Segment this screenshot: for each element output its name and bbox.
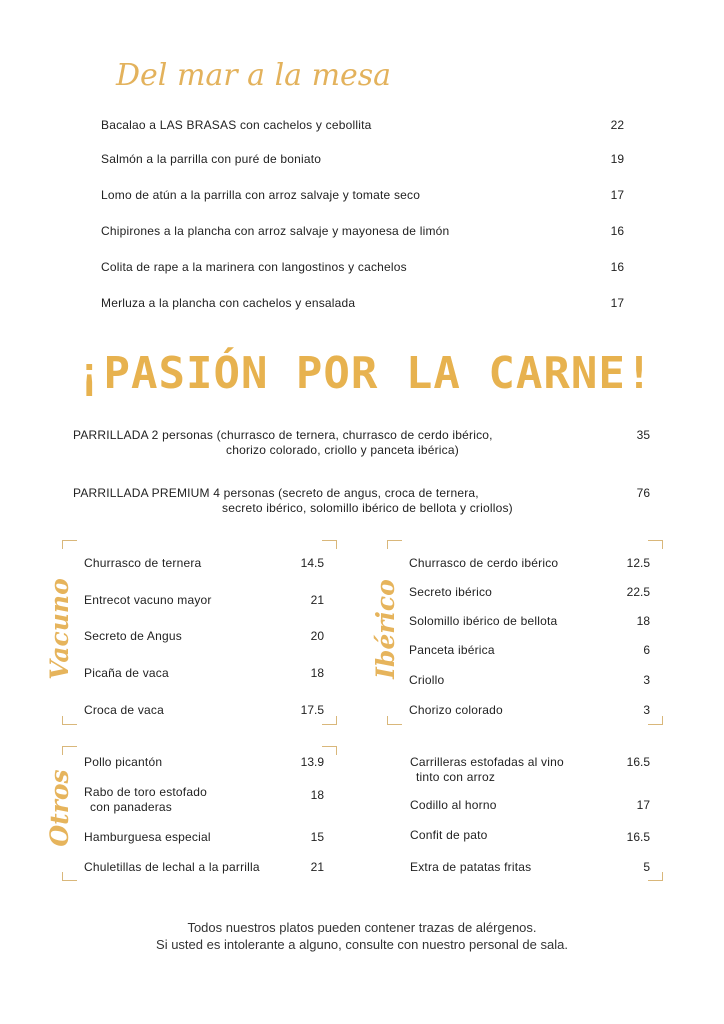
vacuno-item-name: Entrecot vacuno mayor [84,593,212,607]
otros-item-name: Confit de pato [410,828,488,842]
iberico-label: Ibérico [371,579,400,679]
otros-label: Otros [45,769,74,847]
frame-corner [648,716,663,725]
otros-item-name-cont: con panaderas [90,800,172,814]
otros-item-price: 15 [310,830,324,844]
otros-item-name: Extra de patatas fritas [410,860,532,874]
frame-corner [322,540,337,549]
iberico-item-name: Panceta ibérica [409,643,495,657]
iberico-item-price: 18 [636,614,650,628]
frame-corner [62,872,77,881]
mar-item-name: Merluza a la plancha con cachelos y ensalada [101,296,356,310]
otros-item-price: 16.5 [626,755,650,769]
otros-item-price: 17 [636,798,650,812]
mar-item-name: Salmón a la parrilla con puré de boniato [101,152,322,166]
iberico-item-name: Chorizo colorado [409,703,503,717]
iberico-item-name: Criollo [409,673,445,687]
mar-item-name: Bacalao a LAS BRASAS con cachelos y cebollita [101,118,372,132]
iberico-item-price: 6 [643,643,650,657]
mar-item-price: 19 [610,152,624,166]
mar-item-name: Chipirones a la plancha con arroz salvaje y mayonesa de limón [101,224,450,238]
mar-item-name: Lomo de atún a la parrilla con arroz salvaje y tomate seco [101,188,421,202]
iberico-item-price: 3 [643,673,650,687]
iberico-item-price: 12.5 [626,556,650,570]
otros-item-name: Pollo picantón [84,755,163,769]
vacuno-item-name: Churrasco de ternera [84,556,202,570]
otros-item-name: Carrilleras estofadas al vino [410,755,564,769]
frame-corner [387,716,402,725]
mar-item-price: 17 [610,188,624,202]
otros-item-name-cont: tinto con arroz [416,770,496,784]
frame-corner [648,872,663,881]
iberico-item-name: Churrasco de cerdo ibérico [409,556,559,570]
vacuno-item-price: 17.5 [300,703,324,717]
parrillada-2-line1: PARRILLADA 2 personas (churrasco de ternera, churrasco de cerdo ibérico, [73,428,493,442]
otros-item-name: Rabo de toro estofado [84,785,207,799]
iberico-item-price: 22.5 [626,585,650,599]
vacuno-item-price: 18 [310,666,324,680]
otros-item-price: 21 [310,860,324,874]
vacuno-item-name: Croca de vaca [84,703,164,717]
iberico-item-name: Secreto ibérico [409,585,493,599]
mar-item-name: Colita de rape a la marinera con langostinos y cachelos [101,260,407,274]
parrillada-premium-line2: secreto ibérico, solomillo ibérico de bellota y criollos) [222,501,513,515]
parrillada-2-price: 35 [636,428,650,442]
vacuno-item-price: 14.5 [300,556,324,570]
frame-corner [387,540,402,549]
frame-corner [322,716,337,725]
allergen-notice-line2: Si usted es intolerante a alguno, consulte con nuestro personal de sala. [156,937,568,952]
carne-section-title: ¡PASIÓN POR LA CARNE! [76,348,654,399]
iberico-item-price: 3 [643,703,650,717]
frame-corner [62,716,77,725]
otros-item-name: Chuletillas de lechal a la parrilla [84,860,260,874]
vacuno-item-name: Secreto de Angus [84,629,182,643]
vacuno-item-price: 21 [310,593,324,607]
mar-item-price: 16 [610,260,624,274]
mar-item-price: 17 [610,296,624,310]
otros-item-price: 5 [643,860,650,874]
mar-section-title: Del mar a la mesa [116,58,392,93]
otros-item-price: 18 [310,788,324,802]
frame-corner [648,540,663,549]
iberico-item-name: Solomillo ibérico de bellota [409,614,558,628]
parrillada-2-line2: chorizo colorado, criollo y panceta ibérica) [226,443,459,457]
vacuno-item-price: 20 [310,629,324,643]
vacuno-item-name: Picaña de vaca [84,666,169,680]
otros-item-price: 16.5 [626,830,650,844]
otros-item-name: Codillo al horno [410,798,497,812]
allergen-notice-line1: Todos nuestros platos pueden contener trazas de alérgenos. [187,920,537,935]
mar-item-price: 22 [610,118,624,132]
vacuno-label: Vacuno [45,578,74,680]
frame-corner [62,540,77,549]
frame-corner [322,746,337,755]
parrillada-premium-line1: PARRILLADA PREMIUM 4 personas (secreto de angus, croca de ternera, [73,486,479,500]
otros-item-name: Hamburguesa especial [84,830,211,844]
mar-item-price: 16 [610,224,624,238]
otros-item-price: 13.9 [300,755,324,769]
parrillada-premium-price: 76 [636,486,650,500]
